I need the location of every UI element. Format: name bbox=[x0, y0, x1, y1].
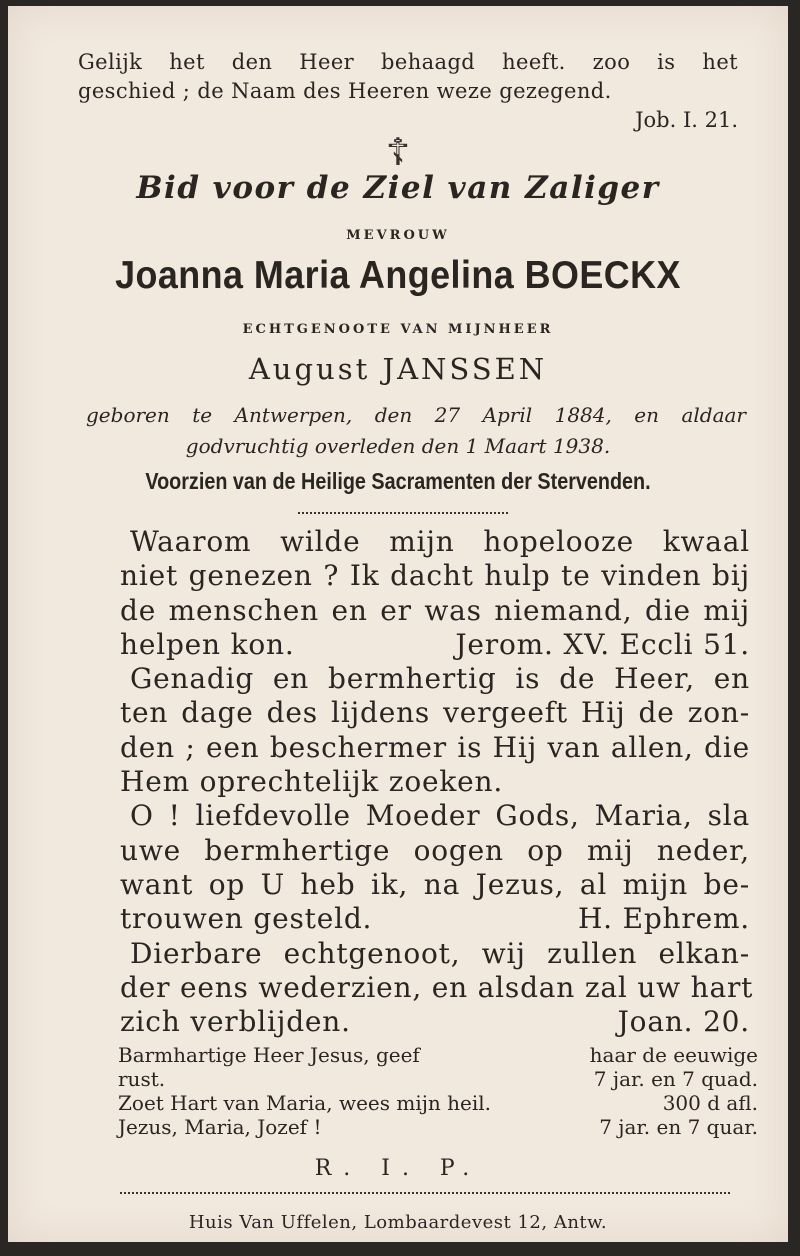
verse-text: zich verblijden. bbox=[120, 1005, 351, 1039]
heading: Bid voor de Ziel van Zaliger bbox=[136, 170, 660, 206]
epigraph bbox=[78, 48, 738, 135]
spouse-name: August JANSSEN bbox=[248, 352, 548, 386]
verse-line: Waarom wilde mijn hopelooze kwaal bbox=[130, 525, 750, 558]
verse-line: Hem oprechtelijk zoeken. bbox=[120, 765, 504, 799]
verse-line: niet genezen ? Ik dacht hulp te vinden bij bbox=[120, 559, 750, 593]
printer-imprint: Huis Van Uffelen, Lombaardevest 12, Antw. bbox=[188, 1212, 608, 1233]
prayer-row bbox=[118, 1043, 758, 1067]
deceased-name: Joanna Maria Angelina BOECKX bbox=[115, 254, 681, 297]
prayer-row bbox=[118, 1067, 758, 1091]
verse-line: de menschen en er was niemand, die mij bbox=[120, 593, 750, 627]
epigraph-reference: Job. I. 21. bbox=[635, 108, 738, 132]
verses bbox=[120, 525, 754, 1039]
prayer-indulgence: haar de eeuwige bbox=[589, 1043, 758, 1067]
epigraph-line-2: geschied ; de Naam des Heeren weze gezegend. bbox=[78, 79, 612, 103]
prayers bbox=[118, 1043, 758, 1139]
prayer-indulgence: 300 d afl. bbox=[662, 1091, 758, 1115]
verse-end-line bbox=[120, 1005, 750, 1039]
memorial-card bbox=[8, 6, 788, 1242]
prayer-row bbox=[118, 1115, 758, 1139]
prayer-text: Barmhartige Heer Jesus, geef bbox=[118, 1043, 420, 1067]
closing-rip: R. I. P. bbox=[314, 1156, 482, 1181]
divider-bottom bbox=[120, 1192, 730, 1194]
divider-top bbox=[298, 512, 508, 514]
verse-line: O ! liefdevolle Moeder Gods, Maria, sla bbox=[130, 799, 750, 833]
epigraph-line-1: Gelijk het den Heer behaagd heeft. zoo is het bbox=[78, 50, 738, 74]
title-prefix: MEVROUW bbox=[346, 228, 450, 243]
cross-icon: ☦ bbox=[385, 130, 411, 174]
prayer-text: rust. bbox=[118, 1067, 166, 1091]
prayer-indulgence: 7 jar. en 7 quar. bbox=[599, 1115, 758, 1139]
verse-line: den ; een beschermer is Hij van allen, die bbox=[120, 730, 750, 764]
verse-line: der eens wederzien, en alsdan zal uw hart bbox=[120, 970, 754, 1004]
prayer-indulgence: 7 jar. en 7 quad. bbox=[593, 1067, 758, 1091]
verse-end-line bbox=[120, 902, 750, 936]
verse-reference: Joan. 20. bbox=[617, 1005, 750, 1039]
verse-line: ten dage des lijdens vergeeft Hij de zon- bbox=[120, 696, 750, 730]
verse-line: Genadig en bermhertig is de Heer, en bbox=[130, 662, 750, 696]
dates-line-1: geboren te Antwerpen, den 27 April 1884, en aldaar bbox=[86, 403, 746, 427]
verse-reference: H. Ephrem. bbox=[577, 902, 750, 936]
sacraments: Voorzien van de Heilige Sacramenten der Stervenden. bbox=[145, 468, 651, 494]
prayer-text: Jezus, Maria, Jozef ! bbox=[118, 1115, 322, 1139]
dates-line-2: godvruchtig overleden den 1 Maart 1938. bbox=[185, 434, 611, 458]
verse-text: helpen kon. bbox=[120, 627, 295, 661]
verse-text: trouwen gesteld. bbox=[120, 902, 373, 936]
verse-line: Dierbare echtgenoot, wij zullen elkan- bbox=[130, 936, 750, 970]
verse-line: want op U heb ik, na Jezus, al mijn be- bbox=[120, 867, 750, 901]
verse-end-line bbox=[120, 628, 750, 662]
prayer-row bbox=[118, 1091, 758, 1115]
prayer-text: Zoet Hart van Maria, wees mijn heil. bbox=[118, 1091, 492, 1115]
spouse-label: ECHTGENOOTE VAN MIJNHEER bbox=[242, 322, 554, 337]
verse-line: uwe bermhertige oogen op mij neder, bbox=[120, 833, 750, 867]
verse-reference: Jerom. XV. Eccli 51. bbox=[455, 627, 750, 661]
